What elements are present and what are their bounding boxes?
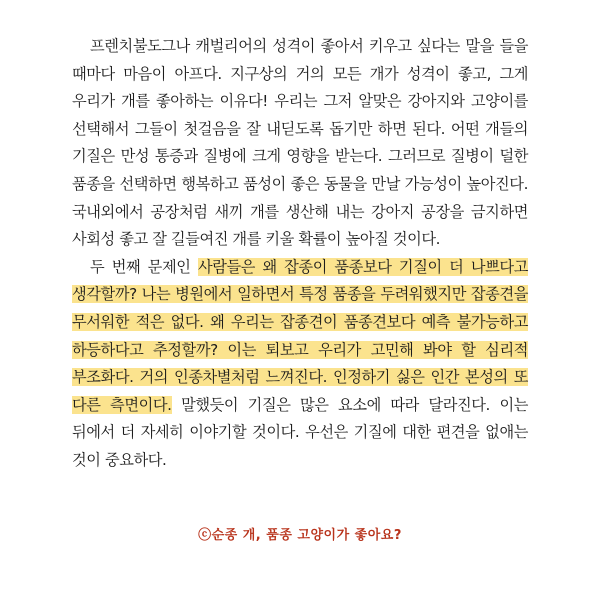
image-caption: ⓒ순종 개, 품종 고양이가 좋아요? bbox=[198, 528, 402, 543]
document-page bbox=[72, 33, 528, 475]
paragraph-2-intro: 두 번째 문제인 bbox=[90, 257, 198, 276]
paragraph-2 bbox=[72, 254, 528, 475]
highlighted-passage: 사람들은 왜 잡종이 품종보다 기질이 더 나쁘다고 생각할까? 나는 병원에서 일하면서 특정 품종을 두려워했지만 잡종견을 무서워한 적은 없다. 왜 우리는 잡종견이 품종견보다 예측 불가능하고 하등하다고 추정할까? 이는 퇴보고 우리가 고민해 봐야 할 심리적 부조화다. 거의 인종차별처럼 느껴진다. 인정하기 싫은 인간 본성의 또 다른 측면이다. bbox=[72, 257, 528, 414]
paragraph-1: 프렌치불도그나 캐벌리어의 성격이 좋아서 키우고 싶다는 말을 들을 때마다 마음이 아프다. 지구상의 거의 모든 개가 성격이 좋고, 그게 우리가 개를 좋아하는 이유다! 우리는 그저 알맞은 강아지와 고양이를 선택해서 그들이 첫걸음을 잘 내딛도록 돕기만 하면 된다. 어떤 개들의 기질은 만성 통증과 질병에 크게 영향을 받는다. 그러므로 질병이 덜한 품종을 선택하면 행복하고 품성이 좋은 동물을 만날 가능성이 높아진다. 국내외에서 공장처럼 새끼 개를 생산해 내는 강아지 공장을 금지하면 사회성 좋고 잘 길들여진 개를 키울 확률이 높아질 것이다. bbox=[72, 37, 528, 249]
paragraph-2-outro: 말했듯이 기질은 많은 요소에 따라 달라진다. 이는 뒤에서 더 자세히 이야기할 것이다. 우선은 기질에 대한 편견을 없애는 것이 중요하다. bbox=[72, 395, 528, 469]
